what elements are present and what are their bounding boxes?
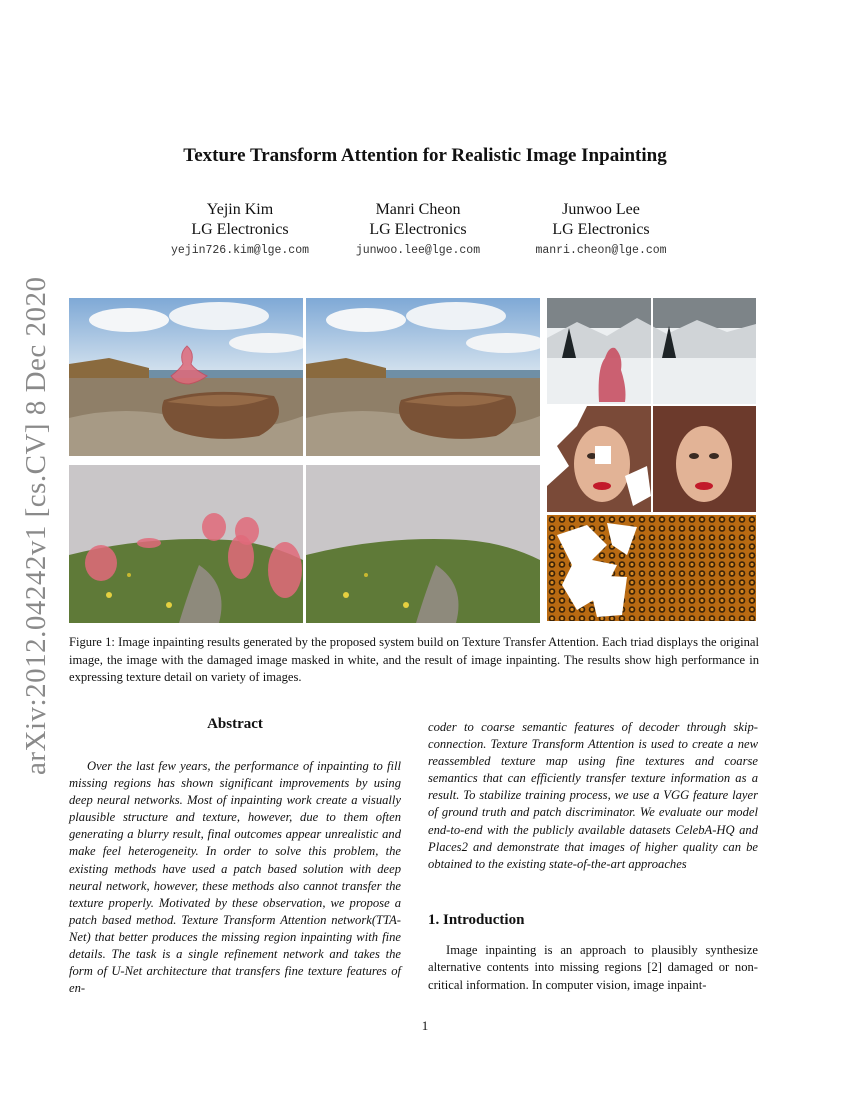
abstract-heading: Abstract	[207, 716, 263, 732]
author-name: Yejin Kim	[206, 201, 274, 218]
author-email: junwoo.lee@lge.com	[355, 244, 481, 257]
figure-panel-honeycomb-masked	[547, 515, 756, 621]
author-name: Junwoo Lee	[562, 201, 640, 218]
paper-title: Texture Transform Attention for Realistic Image Inpainting	[183, 145, 667, 166]
author-affiliation: LG Electronics	[191, 221, 289, 238]
author-email: manri.cheon@lge.com	[535, 244, 667, 257]
author-1	[140, 200, 340, 262]
author-affiliation: LG Electronics	[369, 221, 467, 238]
figure-panel-beach-result	[306, 298, 540, 456]
author-3	[501, 200, 701, 262]
author-2	[318, 200, 518, 262]
abstract-text-col1: Over the last few years, the performance of inpainting to fill missing regions has shown significant improvements by using deep neural networks. Most of inpainting work create a visually plausible structure and texture, however, due to them often generating a blurry result, final outcomes appear unrealistic and make feel heterogeneity. In order to solve this problem, the existing methods have used a patch based solution with deep neural network, however, these methods also cannot transfer the texture properly. Motivated by these observation, we propose a patch based method. Texture Transform Attention network(TTA-Net) that better produces the missing region inpainting with fine details. The task is a single refinement network and takes the form of U-Net architecture that transfers fine texture features of en-	[69, 759, 401, 996]
figure-panel-beach-masked	[69, 298, 303, 456]
author-email: yejin726.kim@lge.com	[170, 244, 310, 257]
abstract-text-col2: coder to coarse semantic features of decoder through skip-connection. Texture Transform Attention is used to create a new reassembled texture map using fine textures and coarse semantics that can efficiently transfer texture information as a result. To stabilize training process, we use a VGG feature layer of ground truth and patch discriminator. We evaluate our model end-to-end with the publicly available datasets CelebA-HQ and Places2 and demonstrate that images of higher quality can be obtained to the existing state-of-the-art approaches	[428, 720, 758, 871]
arxiv-stamp: arXiv:2012.04242v1 [cs.CV] 8 Dec 2020	[20, 276, 52, 775]
figure-panel-meadow-masked	[69, 465, 303, 623]
page-number: 1	[421, 1018, 429, 1033]
introduction-text: Image inpainting is an approach to plausibly synthesize alternative contents into missing regions [2] damaged or non-critical information. In computer vision, image inpaint-	[428, 943, 758, 992]
author-name: Manri Cheon	[375, 201, 461, 218]
introduction-heading: 1. Introduction	[428, 912, 525, 928]
figure-panel-meadow-result	[306, 465, 540, 623]
figure-panel-face-pair	[547, 406, 756, 512]
figure-panel-snow-pair	[547, 298, 756, 404]
figure-caption: Figure 1: Image inpainting results generated by the proposed system build on Texture Transfer Attention. Each triad displays the original image, the image with the damaged image masked in white, and the result of image inpainting. The results show high performance in expressing texture detail on variety of images.	[69, 635, 759, 684]
author-affiliation: LG Electronics	[552, 221, 650, 238]
